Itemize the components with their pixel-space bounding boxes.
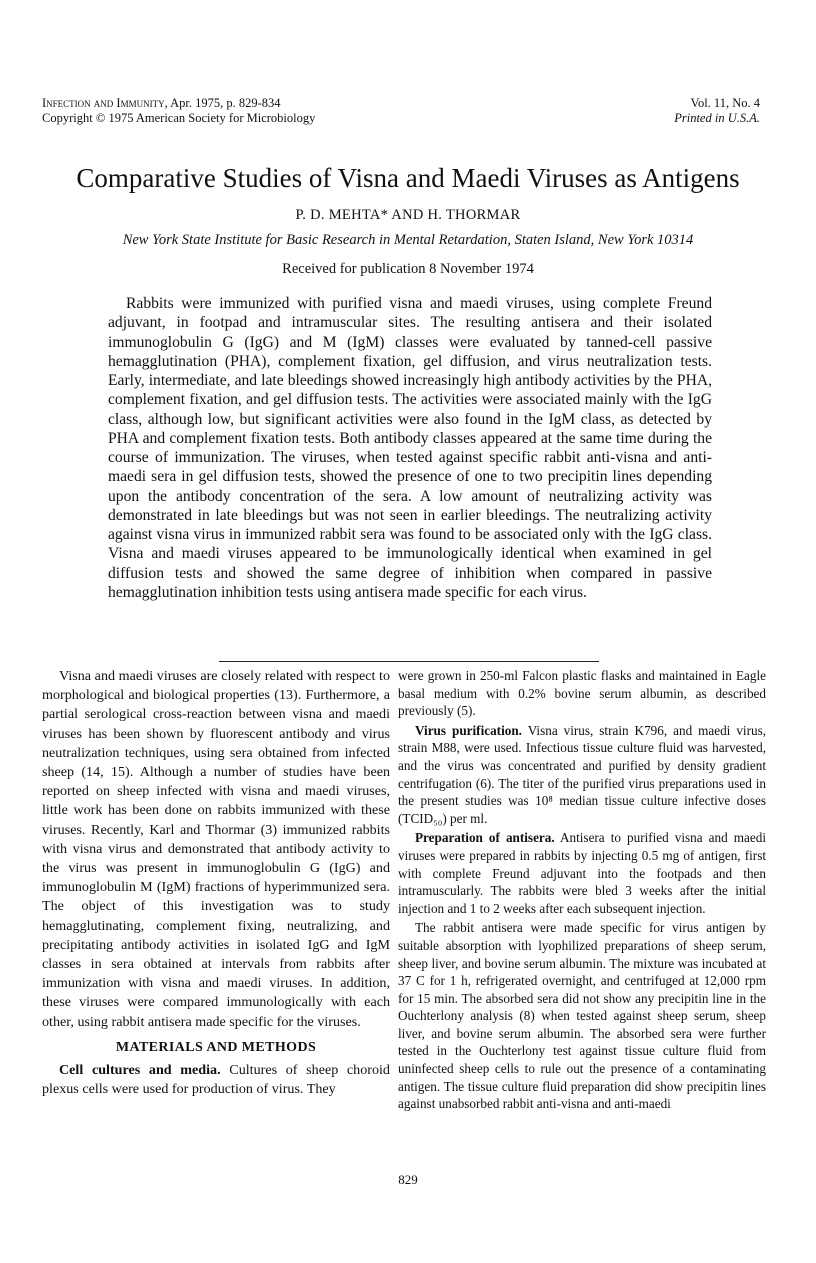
virus-purification-text: Visna virus, strain K796, and maedi virus, strain M88, were used. Infectious tissue culture fluid was harvested, and the virus was concentrated and purified by density gradient centrifugation (6). The titer of the purified virus preparations used in the present studies was 10⁸ median tissue culture infective doses (TCID₅₀) per ml. [398,722,766,826]
printed-in: Printed in U.S.A. [674,111,760,125]
affiliation: New York State Institute for Basic Research in Mental Retardation, Staten Island, New York 10314 [122,232,694,248]
antisera-heading: Preparation of antisera. [415,830,555,846]
received-date: Received for publication 8 November 1974 [282,261,534,277]
section-divider [219,661,599,662]
running-header-right [674,96,760,126]
running-header-left [42,96,315,126]
volume-issue: Vol. 11, No. 4 [690,96,760,110]
absorption-paragraph: The rabbit antisera were made specific for virus antigen by suitable absorption with lyophilized preparations of sheep serum, sheep liver, and bovine serum albumin. The mixture was incubated at 37 C for 1 h, refrigerated overnight, and centrifuged at 12,000 rpm for 15 min. The absorbed sera did not show any precipitin line in the Ouchterlony analysis (8) when tested against sheep serum, sheep liver, and bovine serum albumin. The absorbed sera were further tested in the Ouchterlony test against tissue culture fluid from uninfected sheep cells to rule out the presence of a contaminating antigen. The tissue culture fluid preparation did show precipitin lines against unabsorbed rabbit anti-visna and anti-maedi [398,920,766,1112]
right-column [398,667,766,1115]
citation: , Apr. 1975, p. 829-834 [164,96,281,110]
authors: P. D. MEHTA* AND H. THORMAR [295,207,521,223]
virus-purification-paragraph [398,722,766,828]
page-number: 829 [398,1172,418,1187]
intro-paragraph: Visna and maedi viruses are closely related with respect to morphological and biological properties (13). Furthermore, a partial serological cross-reaction between visna and maedi viruses has been shown by fluorescent antibody and virus neutralization techniques, using sera obtained from infected sheep (14, 15). Although a number of studies have been reported on sheep infected with visna and maedi viruses, little work has been done on rabbits immunized with these viruses. Recently, Karl and Thormar (3) immunized rabbits with visna virus and demonstrated that antibody activity to the virus was present in immunoglobulin G (IgG) and immunoglobulin M (IgM) fractions of hyperimmunized sera. The object of this investigation was to study hemagglutinating, complement fixing, neutralizing, and precipitating antibody activities in isolated IgG and IgM classes in sera obtained at intervals from rabbits after immunization with visna and maedi viruses. In addition, these viruses were compared immunologically with each other, using rabbit antisera made specific for the viruses. [42,668,390,1030]
abstract [108,294,712,602]
abstract-text: Rabbits were immunized with purified visna and maedi viruses, using complete Freund adjuvant, in footpad and intramuscular sites. The resulting antisera and their isolated immunoglobulin G (IgG) and M (IgM) classes were evaluated by tanned-cell passive hemagglutination (PHA), complement fixation, gel diffusion, and virus neutralization tests. Early, intermediate, and late bleedings showed increasingly high antibody activities by the PHA, complement fixation, and gel diffusion tests. The activities were associated mainly with the IgG class, although low, but significant activities were also found in the IgM class, as detected by PHA and complement fixation tests. Both antibody classes appeared at the same time during the course of immunization. The viruses, when tested against specific rabbit anti-visna and anti-maedi sera in gel diffusion tests, showed the presence of one to two precipitin lines depending upon the antibody concentration of the sera. A low amount of neutralizing activity was demonstrated in late bleedings but was not seen in earlier bleedings. The neutralizing activity against visna virus in immunized rabbit sera was found to be associated only with the IgG class. Visna and maedi viruses appeared to be immunologically identical when examined in gel diffusion tests and showed the same degree of inhibition when compared in passive hemagglutination inhibition tests using antisera made specific for each virus. [108,295,712,601]
copyright-line: Copyright © 1975 American Society for Microbiology [42,111,316,125]
cell-cultures-text: Cultures of sheep choroid plexus cells were used for production of virus. They [42,1062,390,1098]
antisera-paragraph [398,829,766,917]
left-column [42,667,390,1101]
journal-name: Infection and Immunity [42,96,165,110]
article-title: Comparative Studies of Visna and Maedi Viruses as Antigens [76,163,740,193]
cell-cultures-heading: Cell cultures and media. [59,1062,221,1079]
section-heading-methods: MATERIALS AND METHODS [115,1039,317,1055]
cell-cultures-paragraph [42,1061,390,1099]
continuation-paragraph: were grown in 250-ml Falcon plastic flasks and maintained in Eagle basal medium with 0.2% bovine serum albumin, as described previously (5). [398,668,766,719]
virus-purification-heading: Virus purification. [415,722,522,738]
antisera-text: Antisera to purified visna and maedi viruses were prepared in rabbits by injecting 0.5 mg of antigen, first with complete Freund adjuvant into the footpads and then intramuscularly. The rabbits were bled 3 weeks after the initial injection and 1 to 2 weeks after each subsequent injection. [398,830,766,916]
